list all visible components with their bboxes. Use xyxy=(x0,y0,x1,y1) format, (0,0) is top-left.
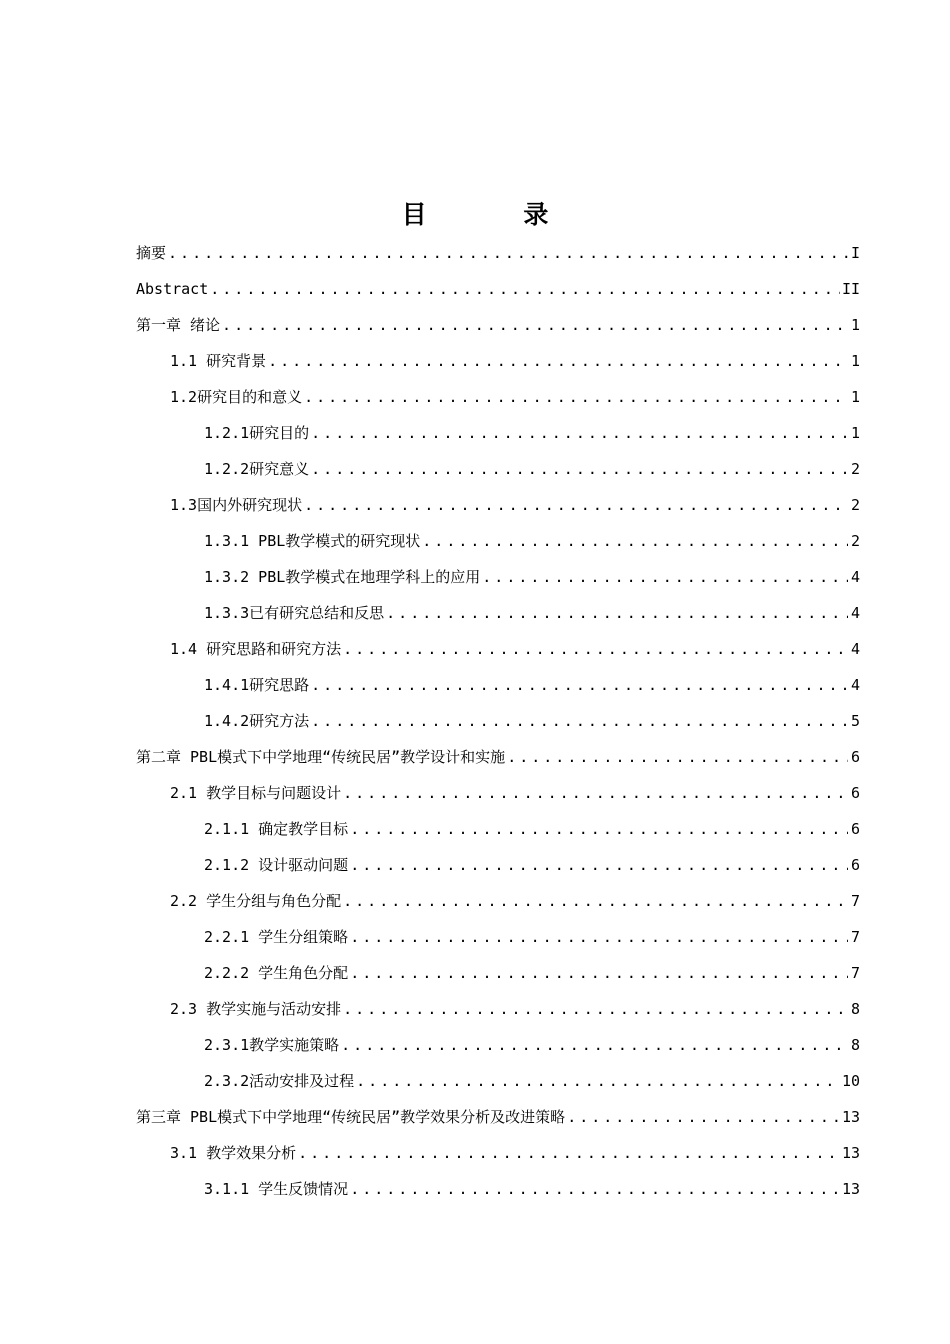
toc-entry-title: 1.4.2研究方法 xyxy=(204,712,310,730)
toc-entry-page-number: 6 xyxy=(850,856,860,874)
toc-dot-leader xyxy=(356,1072,840,1090)
toc-entry[interactable] xyxy=(136,1024,860,1060)
toc-entry-page-number: 6 xyxy=(850,784,860,802)
toc-entry-page-number: 2 xyxy=(850,496,860,514)
toc-dot-leader xyxy=(341,1036,848,1054)
toc-entry[interactable] xyxy=(136,736,860,772)
toc-dot-leader xyxy=(311,424,848,442)
toc-entry-title: 3.1 教学效果分析 xyxy=(170,1144,297,1162)
toc-entry-title: 2.1.2 设计驱动问题 xyxy=(204,856,349,874)
toc-dot-leader xyxy=(304,388,848,406)
toc-entry-title: 第一章 绪论 xyxy=(136,316,221,334)
toc-entry-page-number: 6 xyxy=(850,820,860,838)
toc-entry-page-number: 4 xyxy=(850,640,860,658)
toc-entry-title: 3.1.1 学生反馈情况 xyxy=(204,1180,349,1198)
toc-entry-page-number: 10 xyxy=(841,1072,860,1090)
toc-dot-leader xyxy=(168,244,848,262)
toc-entry-title: 摘要 xyxy=(136,244,167,262)
toc-entry[interactable] xyxy=(136,916,860,952)
toc-dot-leader xyxy=(304,496,848,514)
toc-entry[interactable] xyxy=(136,844,860,880)
toc-entry-page-number: 1 xyxy=(850,316,860,334)
toc-entry[interactable] xyxy=(136,628,860,664)
toc-entry-title: 1.3.1 PBL教学模式的研究现状 xyxy=(204,532,421,550)
page-title: 目 录 xyxy=(401,199,593,229)
toc-entry[interactable] xyxy=(136,268,860,304)
toc-entry[interactable] xyxy=(136,1132,860,1168)
toc-entry-title: 1.2.2研究意义 xyxy=(204,460,310,478)
toc-entry[interactable] xyxy=(136,232,860,268)
toc-entry[interactable] xyxy=(136,988,860,1024)
toc-dot-leader xyxy=(567,1108,840,1126)
toc-entry[interactable] xyxy=(136,1168,860,1204)
toc-entry-page-number: 7 xyxy=(850,892,860,910)
toc-entry-title: 1.3国内外研究现状 xyxy=(170,496,303,514)
toc-entry-title: 2.2.2 学生角色分配 xyxy=(204,964,349,982)
toc-entry[interactable] xyxy=(136,304,860,340)
toc-entry-page-number: 6 xyxy=(850,748,860,766)
toc-entry-page-number: 8 xyxy=(850,1036,860,1054)
toc-entry[interactable] xyxy=(136,412,860,448)
toc-entry-page-number: 7 xyxy=(850,964,860,982)
toc-entry-page-number: 13 xyxy=(841,1144,860,1162)
toc-entry[interactable] xyxy=(136,484,860,520)
toc-entry-title: 2.3 教学实施与活动安排 xyxy=(170,1000,342,1018)
toc-entry[interactable] xyxy=(136,520,860,556)
toc-dot-leader xyxy=(343,1000,848,1018)
toc-entry-page-number: 13 xyxy=(841,1108,860,1126)
toc-entry-page-number: 4 xyxy=(850,676,860,694)
toc-entry-title: 1.2.1研究目的 xyxy=(204,424,310,442)
toc-dot-leader xyxy=(386,604,848,622)
toc-dot-leader xyxy=(350,1180,840,1198)
toc-entry-title: 1.4.1研究思路 xyxy=(204,676,310,694)
toc-dot-leader xyxy=(222,316,848,334)
toc-entry-title: 2.3.1教学实施策略 xyxy=(204,1036,340,1054)
toc-entry[interactable] xyxy=(136,1060,860,1096)
toc-entry-title: 1.3.3已有研究总结和反思 xyxy=(204,604,385,622)
toc-dot-leader xyxy=(422,532,848,550)
toc-entry-title: 2.3.2活动安排及过程 xyxy=(204,1072,355,1090)
toc-dot-leader xyxy=(350,928,848,946)
toc-entry[interactable] xyxy=(136,664,860,700)
toc-entry-title: 2.2.1 学生分组策略 xyxy=(204,928,349,946)
toc-entry-title: 2.1.1 确定教学目标 xyxy=(204,820,349,838)
toc-dot-leader xyxy=(343,892,848,910)
toc-entry[interactable] xyxy=(136,448,860,484)
toc-entry-title: 1.1 研究背景 xyxy=(170,352,267,370)
toc-entry[interactable] xyxy=(136,952,860,988)
toc-dot-leader xyxy=(350,820,848,838)
toc-entry-page-number: 8 xyxy=(850,1000,860,1018)
toc-entry[interactable] xyxy=(136,772,860,808)
toc-dot-leader xyxy=(311,712,848,730)
toc-entry-page-number: 4 xyxy=(850,604,860,622)
toc-dot-leader xyxy=(507,748,848,766)
toc-entry-title: Abstract xyxy=(136,280,209,298)
toc-entry[interactable] xyxy=(136,556,860,592)
toc-dot-leader xyxy=(210,280,840,298)
toc-entry[interactable] xyxy=(136,808,860,844)
toc-entry-title: 2.2 学生分组与角色分配 xyxy=(170,892,342,910)
toc-dot-leader xyxy=(311,676,848,694)
toc-entry-page-number: 2 xyxy=(850,532,860,550)
toc-dot-leader xyxy=(311,460,848,478)
toc-entry-page-number: 2 xyxy=(850,460,860,478)
toc-entry-page-number: 13 xyxy=(841,1180,860,1198)
toc-dot-leader xyxy=(350,964,848,982)
toc-entry[interactable] xyxy=(136,592,860,628)
toc-dot-leader xyxy=(298,1144,840,1162)
toc-entry[interactable] xyxy=(136,376,860,412)
toc-entry[interactable] xyxy=(136,340,860,376)
toc-entry[interactable] xyxy=(136,700,860,736)
toc-entry-title: 2.1 教学目标与问题设计 xyxy=(170,784,342,802)
toc-entry-page-number: 5 xyxy=(850,712,860,730)
toc-dot-leader xyxy=(268,352,848,370)
toc-dot-leader xyxy=(343,640,848,658)
toc-entry-title: 第二章 PBL模式下中学地理“传统民居”教学设计和实施 xyxy=(136,748,506,766)
toc-entry-page-number: 7 xyxy=(850,928,860,946)
toc-entry-page-number: 1 xyxy=(850,424,860,442)
toc-entry-page-number: 4 xyxy=(850,568,860,586)
toc-entry-title: 1.3.2 PBL教学模式在地理学科上的应用 xyxy=(204,568,481,586)
toc-entry-title: 第三章 PBL模式下中学地理“传统民居”教学效果分析及改进策略 xyxy=(136,1108,566,1126)
toc-dot-leader xyxy=(482,568,848,586)
table-of-contents xyxy=(136,232,860,1204)
toc-entry-title: 1.4 研究思路和研究方法 xyxy=(170,640,342,658)
toc-entry[interactable] xyxy=(136,1096,860,1132)
toc-entry-page-number: 1 xyxy=(850,388,860,406)
toc-dot-leader xyxy=(350,856,848,874)
toc-entry-page-number: II xyxy=(841,280,860,298)
toc-entry-title: 1.2研究目的和意义 xyxy=(170,388,303,406)
toc-entry-page-number: I xyxy=(850,244,860,262)
toc-entry-page-number: 1 xyxy=(850,352,860,370)
toc-dot-leader xyxy=(343,784,848,802)
toc-entry[interactable] xyxy=(136,880,860,916)
